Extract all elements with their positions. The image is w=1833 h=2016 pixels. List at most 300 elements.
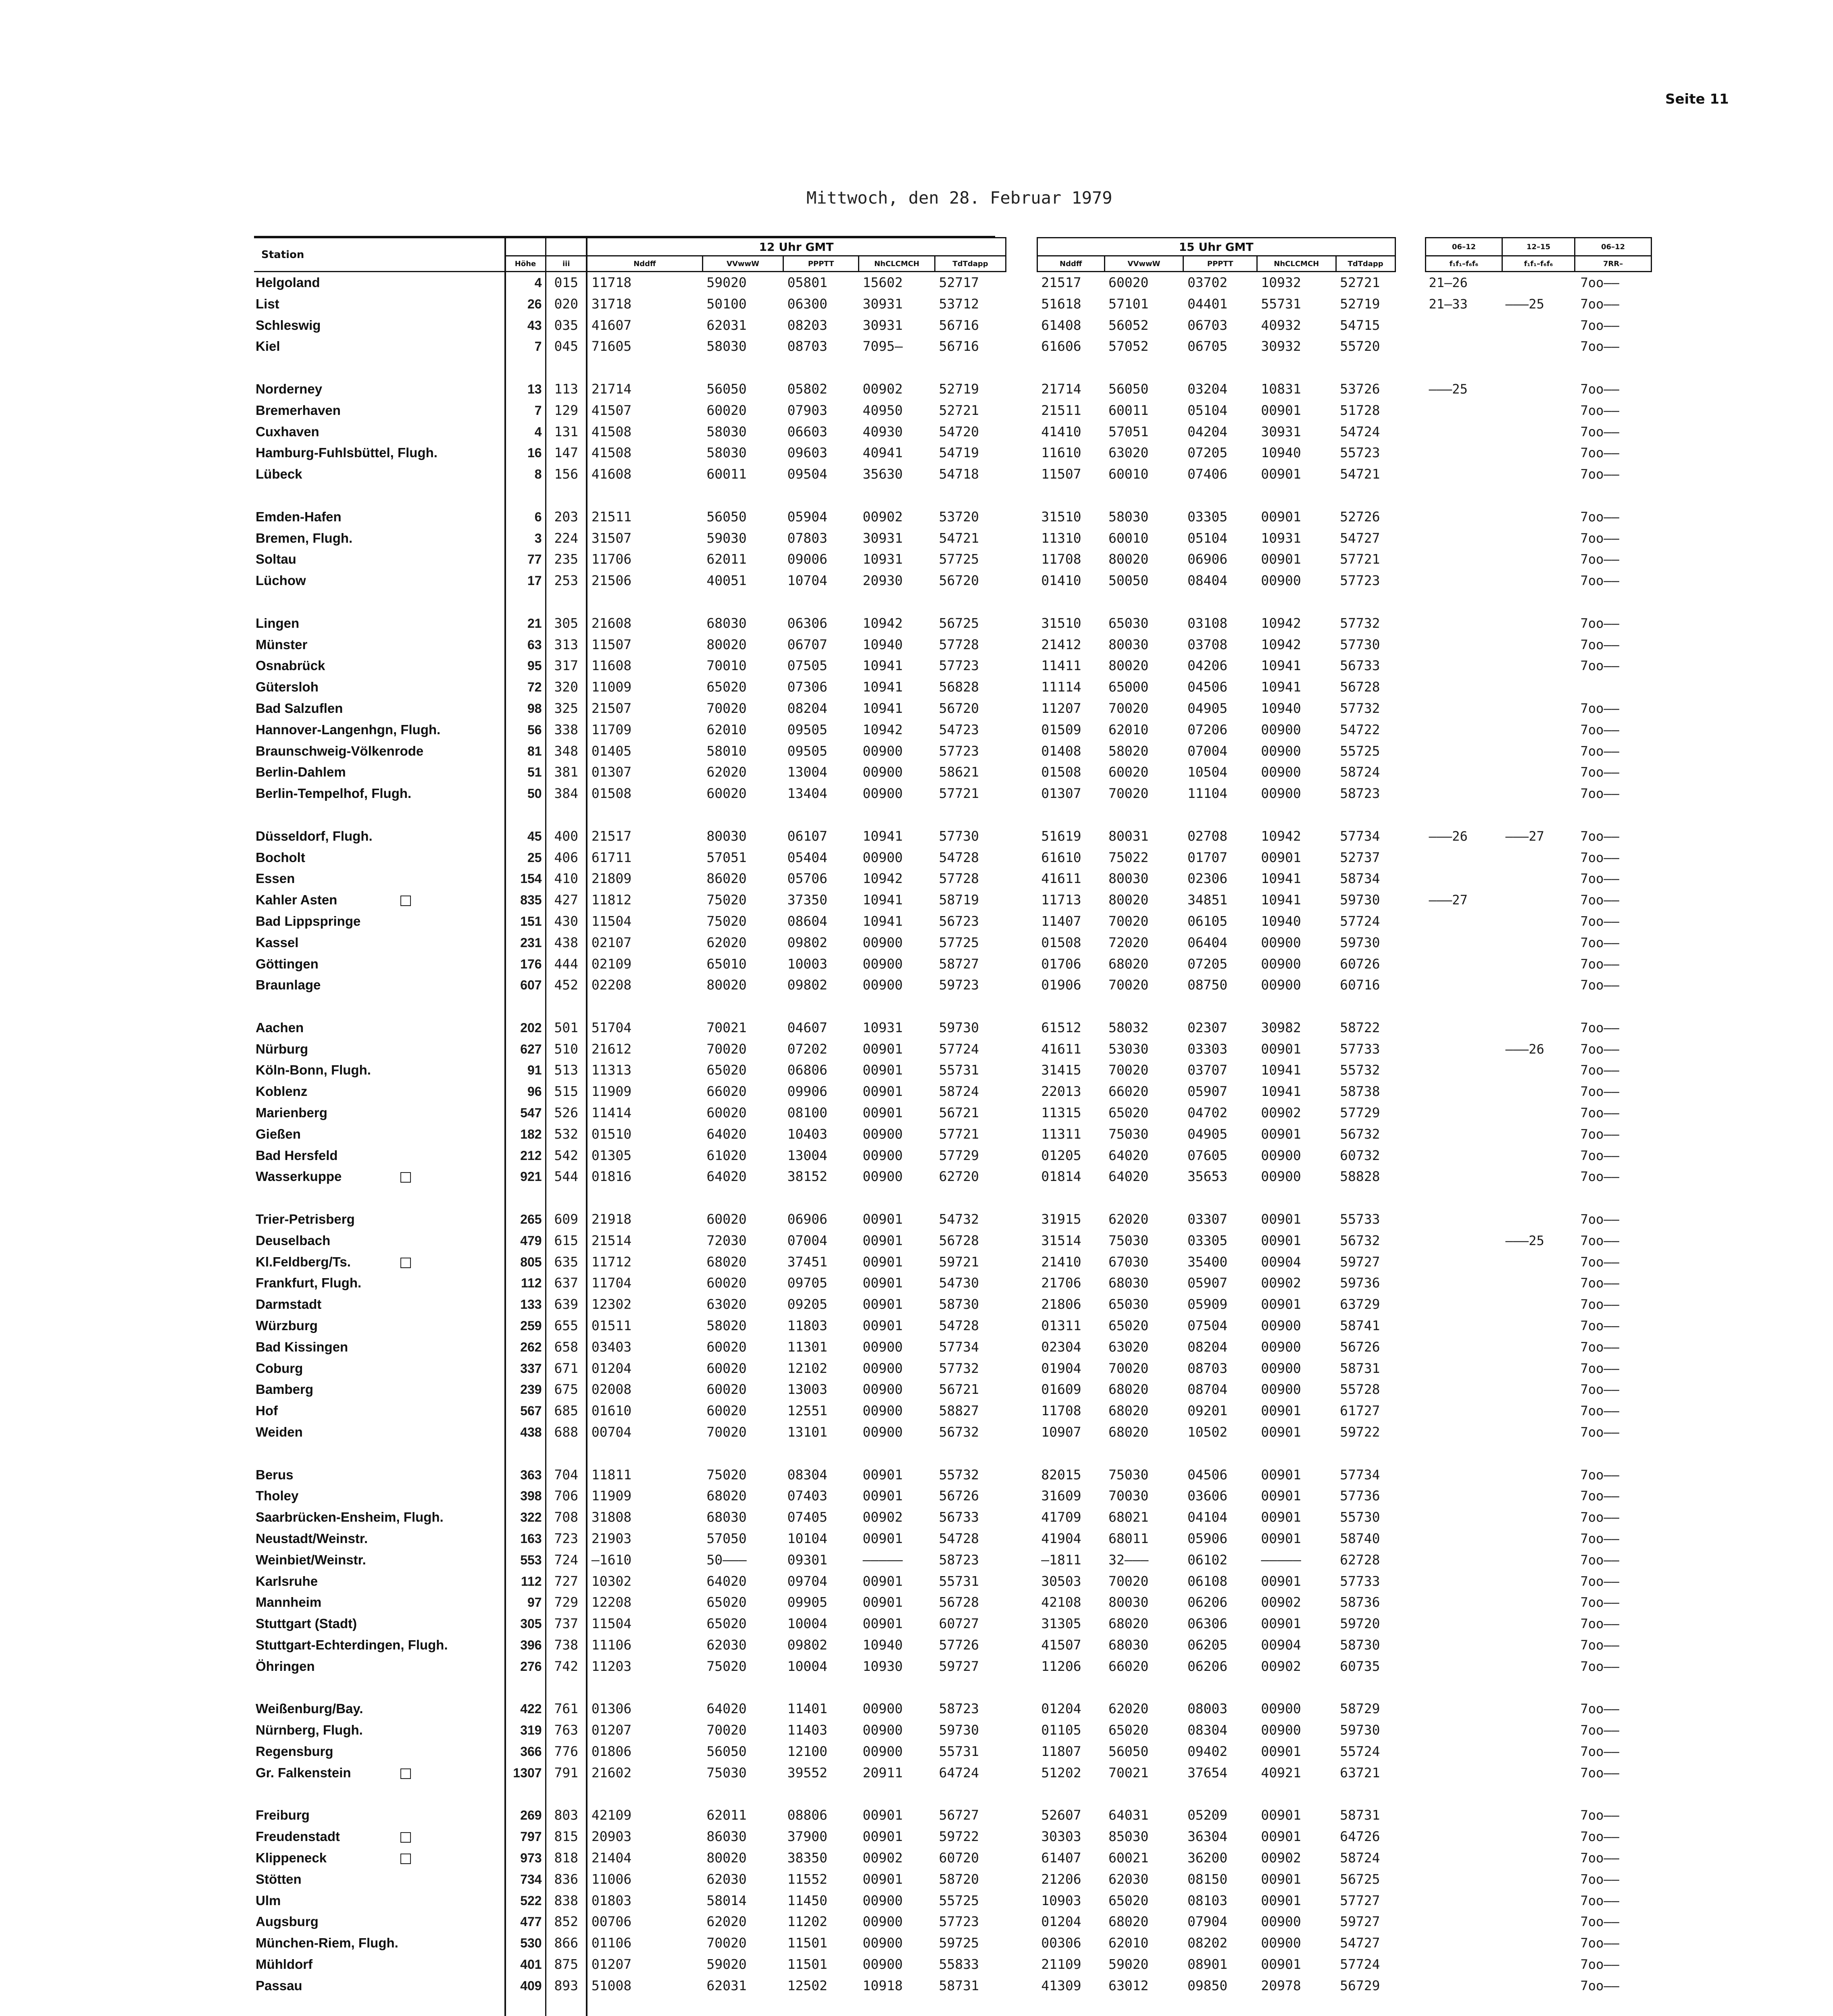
- value-vvwww-15: 62020: [1108, 1211, 1149, 1227]
- value-nhclcmch-12: 00900: [862, 956, 903, 972]
- value-ppptt-12: 10403: [787, 1126, 827, 1142]
- precip-06-12: 7oo––: [1580, 637, 1619, 652]
- wind-gust-12-15: [1502, 1549, 1575, 1571]
- wind-gust-06-12: 21–33: [1429, 296, 1468, 312]
- gap-cell: [1575, 1784, 1652, 1805]
- station-height: 26: [505, 294, 546, 315]
- value-nddff-15: 11206: [1041, 1658, 1081, 1674]
- value-tdtdapp-12: 57723: [939, 658, 979, 674]
- summary-row: [1426, 379, 1652, 400]
- value-ppptt-12: 39552: [787, 1764, 827, 1781]
- value-tdtdapp-15: 59736: [1340, 1275, 1380, 1291]
- precip-06-12: 7oo––: [1580, 530, 1619, 546]
- station-id: 325: [546, 698, 587, 719]
- value-nddff-15: 21511: [1041, 402, 1081, 418]
- wind-gust-06-12: [1426, 1464, 1502, 1486]
- wind-gust-12-15: [1502, 677, 1575, 698]
- wind-gust-12-15: [1502, 421, 1575, 443]
- precip-06-12: 7oo––: [1580, 402, 1619, 418]
- value-tdtdapp-15: 58731: [1340, 1360, 1380, 1376]
- station-name: Gießen: [256, 1126, 301, 1141]
- value-nddff-15: 82015: [1041, 1466, 1081, 1483]
- value-vvwww-12: 68030: [706, 1509, 747, 1525]
- station-name: Augsburg: [256, 1914, 319, 1929]
- value-tdtdapp-15: 58738: [1340, 1083, 1380, 1100]
- station-name: Saarbrücken-Ensheim, Flugh.: [256, 1510, 444, 1525]
- value-nhclcmch-12: 00901: [862, 1807, 903, 1823]
- value-vvwww-12: 60020: [706, 1381, 747, 1397]
- gap-cell: [1502, 1677, 1575, 1699]
- square-icon: □: [399, 1254, 412, 1270]
- value-tdtdapp-15: 56728: [1340, 679, 1380, 695]
- value-tdtdapp-12: 56723: [939, 913, 979, 929]
- gap-cell: [1426, 996, 1502, 1017]
- value-nhclcmch-12: 15602: [862, 275, 903, 290]
- value-nhclcmch-12: 30931: [862, 317, 903, 333]
- value-nddff-15: 01814: [1041, 1168, 1081, 1185]
- value-vvwww-15: 68030: [1108, 1637, 1149, 1653]
- value-ppptt-15: 08704: [1187, 1381, 1228, 1397]
- value-vvwww-15: 80031: [1108, 828, 1149, 844]
- station-height: 805: [505, 1252, 546, 1273]
- station-height: 202: [505, 1017, 546, 1039]
- wind-gust-12-15: [1502, 1656, 1575, 1677]
- station-height: 398: [505, 1485, 546, 1507]
- wind-gust-06-12: [1426, 549, 1502, 570]
- station-height: 3: [505, 528, 546, 549]
- column-gap: [1006, 762, 1037, 783]
- gap-cell: [1502, 1443, 1575, 1464]
- value-ppptt-15: 08901: [1187, 1956, 1228, 1972]
- value-nhclcmch-15: 00900: [1261, 785, 1301, 802]
- value-ppptt-15: 04506: [1187, 679, 1228, 695]
- value-vvwww-12: 58010: [706, 743, 747, 759]
- station-height: 479: [505, 1230, 546, 1252]
- column-gap: [1006, 1166, 1037, 1187]
- value-nddff-15: 21109: [1041, 1956, 1081, 1972]
- value-nddff-12: 11009: [591, 679, 632, 695]
- station-id: 348: [546, 741, 587, 762]
- value-nddff-12: 02109: [591, 956, 632, 972]
- value-nddff-15: 01706: [1041, 956, 1081, 972]
- value-nhclcmch-15: 00901: [1261, 849, 1301, 865]
- summary-row: [1426, 1847, 1652, 1869]
- value-nhclcmch-15: 00902: [1261, 1275, 1301, 1291]
- station-name: Norderney: [256, 381, 323, 396]
- station-name: Mannheim: [256, 1595, 322, 1610]
- station-height: 51: [505, 762, 546, 783]
- column-gap: [1006, 400, 1037, 421]
- station-id: 035: [546, 315, 587, 336]
- value-vvwww-12: 58030: [706, 338, 747, 354]
- value-nhclcmch-15: 30932: [1261, 338, 1301, 354]
- column-gap: [1006, 613, 1037, 634]
- wind-gust-06-12: [1426, 1252, 1502, 1273]
- value-nhclcmch-15: 10942: [1261, 828, 1301, 844]
- square-icon: □: [399, 1829, 412, 1845]
- value-ppptt-15: 05104: [1187, 402, 1228, 418]
- value-ppptt-12: 11552: [787, 1871, 827, 1887]
- station-name: Kl.Feldberg/Ts. □: [254, 1252, 505, 1273]
- wind-gust-06-12: [1426, 1145, 1502, 1166]
- wind-gust-12-15: [1502, 634, 1575, 656]
- column-gap: [1006, 1847, 1037, 1869]
- value-nddff-12: 11812: [591, 892, 632, 908]
- value-tdtdapp-15: 60716: [1340, 977, 1380, 993]
- value-ppptt-12: 09905: [787, 1594, 827, 1610]
- value-tdtdapp-12: 56716: [939, 317, 979, 333]
- value-nhclcmch-15: 00900: [1261, 1722, 1301, 1738]
- wind-gust-12-15: [1502, 1081, 1575, 1102]
- wind-gust-06-12: [1426, 954, 1502, 975]
- wind-gust-06-12: [1426, 1166, 1502, 1187]
- value-nddff-12: 03403: [591, 1339, 632, 1355]
- value-vvwww-12: 56050: [706, 1743, 747, 1759]
- wind-gust-06-12: [1426, 1017, 1502, 1039]
- column-gap: [1006, 294, 1037, 315]
- summary-row: [1426, 889, 1652, 911]
- value-ppptt-12: 07903: [787, 402, 827, 418]
- column-gap: [1006, 1549, 1037, 1571]
- column-gap: [1006, 889, 1037, 911]
- value-tdtdapp-15: 55725: [1340, 743, 1380, 759]
- summary-row: [1426, 1252, 1652, 1273]
- header-ff-06-12: f₁f₁–f₆f₆: [1426, 256, 1502, 272]
- value-ppptt-15: 03606: [1187, 1488, 1228, 1504]
- value-nddff-15: 30503: [1041, 1573, 1081, 1589]
- column-gap: [1006, 1230, 1037, 1252]
- value-tdtdapp-15: 64726: [1340, 1829, 1380, 1845]
- value-tdtdapp-12: 58730: [939, 1296, 979, 1312]
- wind-gust-06-12: [1426, 1507, 1502, 1528]
- wind-gust-06-12: [1426, 315, 1502, 336]
- value-nddff-15: 61408: [1041, 317, 1081, 333]
- station-id: 510: [546, 1039, 587, 1060]
- value-tdtdapp-15: 57734: [1340, 1466, 1380, 1483]
- gap-cell: [505, 1784, 546, 1805]
- value-ppptt-15: 06102: [1187, 1552, 1228, 1568]
- value-nhclcmch-12: 00901: [862, 1296, 903, 1312]
- gap-cell: [1426, 1443, 1502, 1464]
- value-tdtdapp-15: 58740: [1340, 1531, 1380, 1547]
- precip-06-12: 7oo––: [1580, 977, 1619, 993]
- value-nddff-12: 21507: [591, 700, 632, 716]
- column-gap: [1006, 1613, 1037, 1635]
- value-vvwww-12: 50–––: [706, 1552, 747, 1568]
- value-vvwww-15: 56050: [1108, 381, 1149, 397]
- value-tdtdapp-12: 55731: [939, 1743, 979, 1759]
- gap-cell: [546, 996, 587, 1017]
- summary-row: [1426, 1422, 1652, 1443]
- value-tdtdapp-15: 57724: [1340, 913, 1380, 929]
- value-nddff-12: 01307: [591, 764, 632, 780]
- wind-gust-12-15: [1502, 911, 1575, 932]
- value-nddff-12: –1610: [591, 1552, 632, 1568]
- station-name: Bremen, Flugh.: [256, 530, 353, 546]
- station-name: Ulm: [256, 1893, 281, 1908]
- station-height: 835: [505, 889, 546, 911]
- station-height: 7: [505, 400, 546, 421]
- gap-cell: [1426, 357, 1502, 379]
- wind-gust-06-12: [1426, 847, 1502, 868]
- value-ppptt-12: 11403: [787, 1722, 827, 1738]
- header-blank: [546, 238, 587, 256]
- wind-gust-06-12: [1426, 1400, 1502, 1422]
- value-ppptt-12: 09505: [787, 721, 827, 737]
- value-vvwww-12: 62031: [706, 317, 747, 333]
- summary-row: [1426, 1635, 1652, 1656]
- value-nhclcmch-12: 10941: [862, 700, 903, 716]
- summary-row: [1426, 1826, 1652, 1847]
- value-nddff-12: 01306: [591, 1701, 632, 1717]
- value-tdtdapp-12: 58720: [939, 1871, 979, 1887]
- value-ppptt-15: 08103: [1187, 1892, 1228, 1908]
- station-id: 317: [546, 655, 587, 677]
- value-tdtdapp-12: 56727: [939, 1807, 979, 1823]
- station-id: 836: [546, 1869, 587, 1890]
- wind-gust-12-15: [1502, 1869, 1575, 1890]
- value-vvwww-12: 62030: [706, 1871, 747, 1887]
- value-ppptt-12: 08806: [787, 1807, 827, 1823]
- value-vvwww-12: 60020: [706, 1339, 747, 1355]
- value-ppptt-12: 06300: [787, 296, 827, 312]
- summary-row: [1426, 1337, 1652, 1358]
- value-tdtdapp-15: 60735: [1340, 1658, 1380, 1674]
- value-nddff-15: 11407: [1041, 913, 1081, 929]
- value-nhclcmch-12: 00901: [862, 1871, 903, 1887]
- value-tdtdapp-12: 52719: [939, 381, 979, 397]
- value-nhclcmch-15: 00901: [1261, 466, 1301, 482]
- value-nhclcmch-15: 00901: [1261, 1531, 1301, 1547]
- gap-cell: [1575, 804, 1652, 826]
- value-nddff-12: 11709: [591, 721, 632, 737]
- summary-row: [1426, 1124, 1652, 1145]
- value-nhclcmch-12: 00901: [862, 1531, 903, 1547]
- value-ppptt-12: 06707: [787, 636, 827, 652]
- value-nhclcmch-12: 10941: [862, 828, 903, 844]
- wind-gust-06-12: [1426, 1230, 1502, 1252]
- value-ppptt-12: 07202: [787, 1041, 827, 1057]
- gap-cell: [505, 1677, 546, 1699]
- column-gap: [1006, 464, 1037, 485]
- station-height: 43: [505, 315, 546, 336]
- value-ppptt-15: 04905: [1187, 1126, 1228, 1142]
- value-nddff-12: 11706: [591, 551, 632, 567]
- header-ppptt-12: PPPTT: [783, 256, 859, 272]
- column-gap: [1006, 1145, 1037, 1166]
- value-vvwww-12: 80030: [706, 828, 747, 844]
- value-ppptt-15: 02708: [1187, 828, 1228, 844]
- value-vvwww-12: 66020: [706, 1083, 747, 1100]
- value-ppptt-12: 09802: [787, 934, 827, 950]
- value-tdtdapp-12: 58621: [939, 764, 979, 780]
- value-ppptt-12: 08604: [787, 913, 827, 929]
- value-vvwww-12: 58014: [706, 1892, 747, 1908]
- summary-row: [1426, 1549, 1652, 1571]
- value-tdtdapp-15: 61727: [1340, 1403, 1380, 1419]
- wind-gust-12-15: [1502, 379, 1575, 400]
- summary-row: [1426, 1528, 1652, 1549]
- value-nddff-12: 01106: [591, 1935, 632, 1951]
- value-nddff-15: 31915: [1041, 1211, 1081, 1227]
- wind-gust-06-12: [1426, 1102, 1502, 1124]
- value-tdtdapp-12: 54728: [939, 1318, 979, 1334]
- station-name: Bad Kissingen: [256, 1339, 348, 1354]
- value-nddff-12: 11909: [591, 1083, 632, 1100]
- value-ppptt-15: 06206: [1187, 1594, 1228, 1610]
- gap-cell: [546, 804, 587, 826]
- station-id: 704: [546, 1464, 587, 1486]
- precip-06-12: 7oo––: [1580, 1318, 1619, 1334]
- value-nhclcmch-15: 00901: [1261, 1829, 1301, 1845]
- column-gap: [1006, 570, 1037, 591]
- station-height: 438: [505, 1422, 546, 1443]
- value-nddff-12: 41508: [591, 423, 632, 439]
- value-ppptt-15: 06206: [1187, 1658, 1228, 1674]
- value-ppptt-15: 06108: [1187, 1573, 1228, 1589]
- value-tdtdapp-15: 55724: [1340, 1743, 1380, 1759]
- wind-gust-12-15: [1502, 1890, 1575, 1912]
- value-ppptt-12: 12502: [787, 1977, 827, 1993]
- value-tdtdapp-12: 62720: [939, 1168, 979, 1185]
- value-tdtdapp-12: 56720: [939, 700, 979, 716]
- wind-gust-12-15: [1502, 1017, 1575, 1039]
- station-id: 688: [546, 1422, 587, 1443]
- station-height: 4: [505, 421, 546, 443]
- value-tdtdapp-15: 52726: [1340, 508, 1380, 525]
- value-ppptt-15: 04104: [1187, 1509, 1228, 1525]
- value-nddff-15: 41410: [1041, 423, 1081, 439]
- page-number: Seite 11: [1665, 91, 1729, 107]
- wind-gust-06-12: [1426, 698, 1502, 719]
- value-nhclcmch-15: 00901: [1261, 1424, 1301, 1440]
- wind-gust-06-12: [1426, 1209, 1502, 1230]
- value-vvwww-12: 80020: [706, 636, 747, 652]
- value-vvwww-12: 65020: [706, 679, 747, 695]
- header-nddff-12: Nddff: [587, 256, 702, 272]
- value-nhclcmch-15: 30931: [1261, 423, 1301, 439]
- value-vvwww-15: 68020: [1108, 1616, 1149, 1632]
- value-tdtdapp-12: 58724: [939, 1083, 979, 1100]
- station-id: 852: [546, 1911, 587, 1933]
- value-ppptt-15: 07504: [1187, 1318, 1228, 1334]
- value-tdtdapp-12: 59722: [939, 1829, 979, 1845]
- wind-gust-12-15: [1502, 1635, 1575, 1656]
- value-nddff-15: 11713: [1041, 892, 1081, 908]
- value-nhclcmch-12: 10942: [862, 721, 903, 737]
- precip-06-12: 7oo––: [1580, 1254, 1619, 1270]
- station-name: Essen: [256, 871, 295, 886]
- value-nhclcmch-15: 00900: [1261, 1914, 1301, 1930]
- station-name: Kiel: [256, 339, 280, 354]
- value-ppptt-12: 05802: [787, 381, 827, 397]
- gap-cell: [505, 485, 546, 506]
- precip-06-12: 7oo––: [1580, 573, 1619, 589]
- station-height: 8: [505, 464, 546, 485]
- station-id: 532: [546, 1124, 587, 1145]
- value-nddff-12: 10302: [591, 1573, 632, 1589]
- value-ppptt-12: 11401: [787, 1701, 827, 1717]
- square-icon: □: [399, 1764, 412, 1781]
- wind-gust-12-15: [1502, 1124, 1575, 1145]
- precip-06-12: 7oo––: [1580, 1935, 1619, 1951]
- station-id: 635: [546, 1252, 587, 1273]
- value-ppptt-12: 10004: [787, 1616, 827, 1632]
- summary-row: [1426, 549, 1652, 570]
- precip-06-12: 7oo––: [1580, 445, 1619, 461]
- value-vvwww-15: 56050: [1108, 1743, 1149, 1759]
- summary-row: [1426, 1315, 1652, 1337]
- precip-06-12: 7oo––: [1580, 1382, 1619, 1397]
- value-ppptt-15: 06205: [1187, 1637, 1228, 1653]
- value-tdtdapp-12: 57725: [939, 551, 979, 567]
- value-vvwww-12: 61020: [706, 1147, 747, 1163]
- value-ppptt-12: 08203: [787, 317, 827, 333]
- header-nhclcmch-15: NhCLCMCH: [1257, 256, 1336, 272]
- value-nddff-12: 01806: [591, 1743, 632, 1759]
- summary-row: [1426, 783, 1652, 804]
- value-vvwww-12: 56050: [706, 508, 747, 525]
- value-nddff-15: 01204: [1041, 1914, 1081, 1930]
- wind-gust-06-12: [1426, 1315, 1502, 1337]
- value-tdtdapp-12: 58731: [939, 1977, 979, 1993]
- value-vvwww-15: 67030: [1108, 1254, 1149, 1270]
- value-nddff-15: 11507: [1041, 466, 1081, 482]
- value-vvwww-12: 60020: [706, 1105, 747, 1121]
- value-nddff-12: 00706: [591, 1914, 632, 1930]
- value-tdtdapp-12: 57721: [939, 785, 979, 802]
- value-tdtdapp-15: 58731: [1340, 1807, 1380, 1823]
- station-height: 366: [505, 1741, 546, 1762]
- value-nddff-15: 21806: [1041, 1296, 1081, 1312]
- value-nhclcmch-12: 00900: [862, 764, 903, 780]
- station-height: 72: [505, 677, 546, 698]
- station-id: 305: [546, 613, 587, 634]
- summary-row: [1426, 1400, 1652, 1422]
- value-nddff-15: 21206: [1041, 1871, 1081, 1887]
- station-height: 21: [505, 613, 546, 634]
- station-id: 224: [546, 528, 587, 549]
- precip-06-12: 7oo––: [1580, 722, 1619, 737]
- value-vvwww-12: 57050: [706, 1531, 747, 1547]
- station-height: 921: [505, 1166, 546, 1187]
- precip-06-12: 7oo––: [1580, 658, 1619, 674]
- station-height: 97: [505, 1592, 546, 1613]
- value-tdtdapp-12: 56728: [939, 1594, 979, 1610]
- value-vvwww-12: 58030: [706, 445, 747, 461]
- value-nhclcmch-12: 00900: [862, 1403, 903, 1419]
- column-gap: [1006, 1741, 1037, 1762]
- station-name: Stötten: [256, 1871, 302, 1887]
- value-ppptt-12: 08703: [787, 338, 827, 354]
- station-id: 838: [546, 1890, 587, 1912]
- value-vvwww-15: 70020: [1108, 700, 1149, 716]
- station-height: 182: [505, 1124, 546, 1145]
- column-gap: [1006, 1869, 1037, 1890]
- station-id: 818: [546, 1847, 587, 1869]
- gap-cell: [546, 1443, 587, 1464]
- value-tdtdapp-12: 64724: [939, 1764, 979, 1781]
- value-tdtdapp-12: 59730: [939, 1019, 979, 1035]
- value-nhclcmch-12: 00900: [862, 1722, 903, 1738]
- value-nhclcmch-15: 00902: [1261, 1594, 1301, 1610]
- column-gap: [1006, 1294, 1037, 1315]
- wind-gust-06-12: [1426, 1337, 1502, 1358]
- wind-gust-12-15: –––26: [1505, 1041, 1544, 1057]
- value-ppptt-12: 05801: [787, 275, 827, 290]
- value-ppptt-15: 35653: [1187, 1168, 1228, 1185]
- value-nddff-12: 21918: [591, 1211, 632, 1227]
